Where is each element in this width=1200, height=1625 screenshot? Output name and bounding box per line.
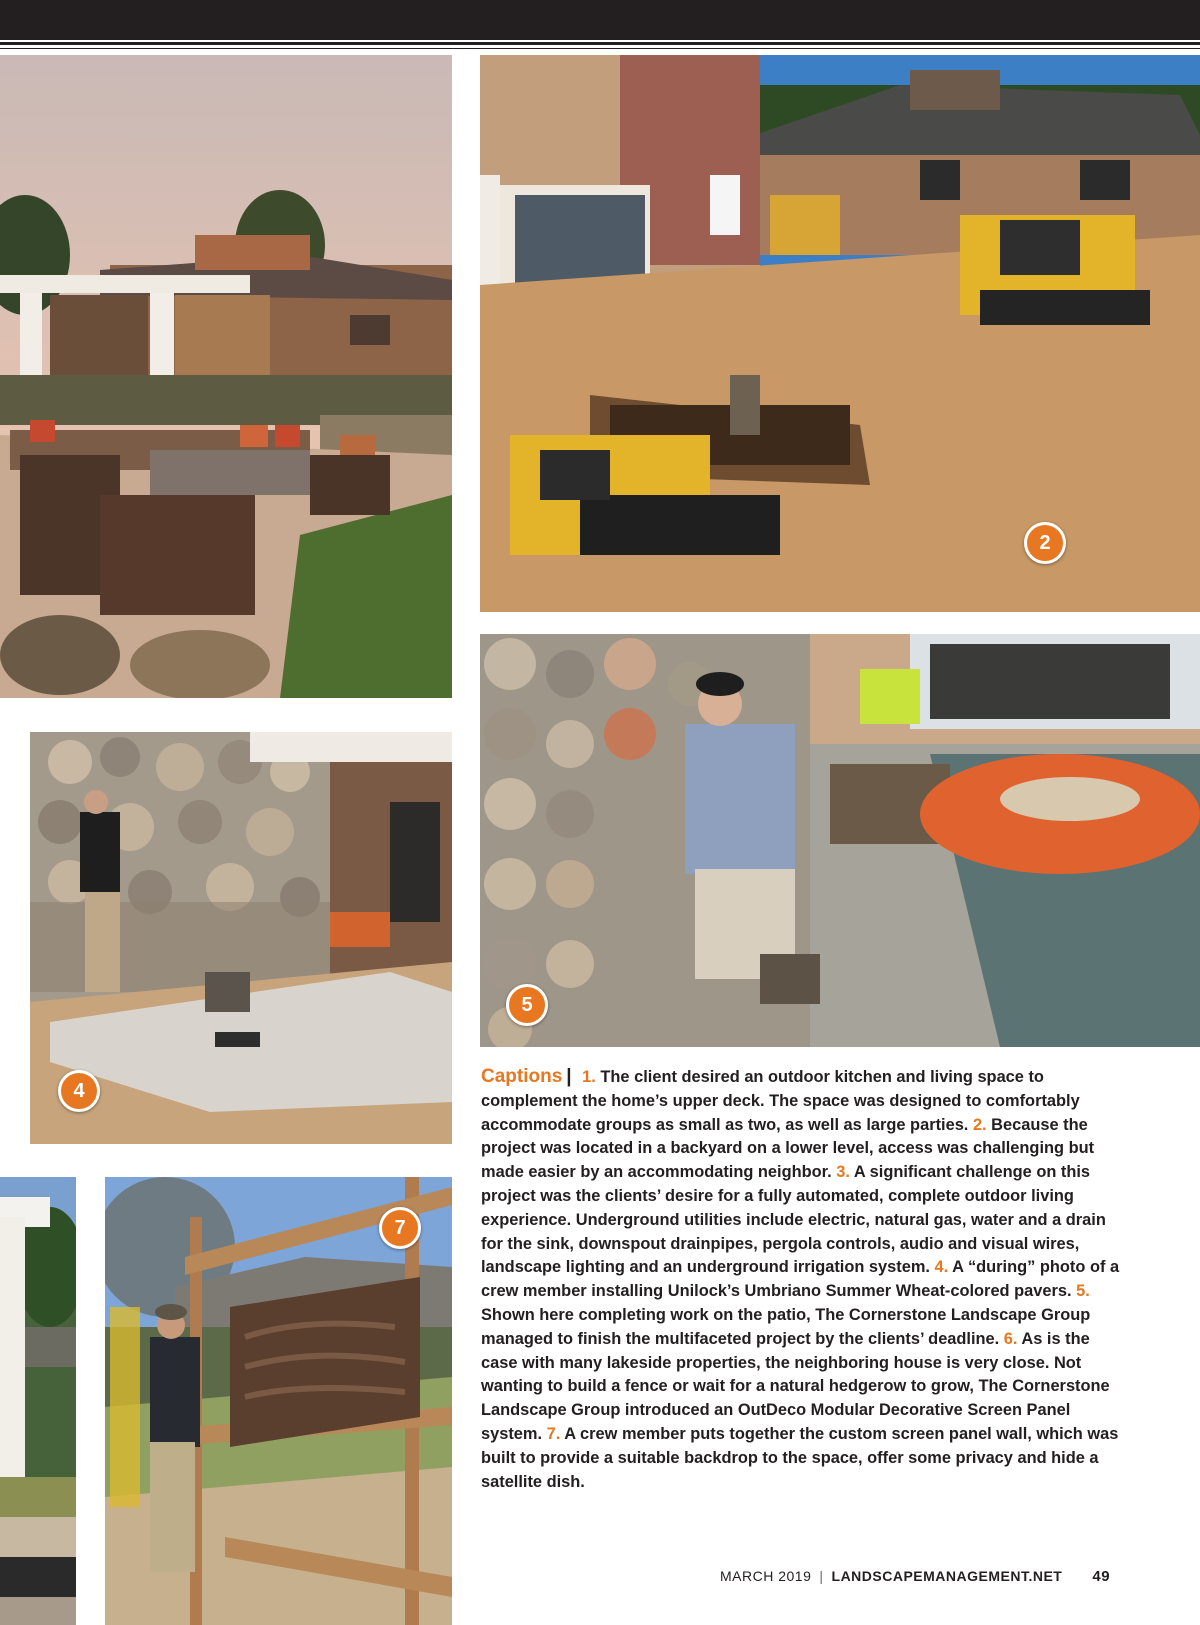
photo-pergola-column <box>0 1177 76 1625</box>
caption-4-text: A “during” photo of a crew member installing Unilock’s Umbriano Summer Wheat-colored pavers. <box>481 1258 1120 1301</box>
header-rule <box>0 42 1200 45</box>
badge-4: 4 <box>58 1070 100 1112</box>
badge-7: 7 <box>379 1207 421 1249</box>
captions-heading: Captions <box>481 1066 563 1087</box>
photo-excavation <box>480 55 1200 612</box>
header-rule-thin <box>0 48 1200 49</box>
photo-stone-wall-work <box>480 634 1200 1047</box>
footer-date: MARCH 2019 <box>720 1568 812 1584</box>
caption-7-number: 7. <box>546 1424 561 1443</box>
captions-block <box>481 1065 1121 1494</box>
caption-2-number: 2. <box>972 1115 987 1134</box>
caption-5-number: 5. <box>1076 1282 1090 1301</box>
badge-2: 2 <box>1024 522 1066 564</box>
caption-3-number: 3. <box>836 1163 850 1182</box>
photo-patio-living-space <box>0 55 452 698</box>
caption-7-text: A crew member puts together the custom screen panel wall, which was built to provide a suitable backdrop to the space, offer some privacy and hide a satellite dish. <box>481 1424 1119 1491</box>
caption-5-text: Shown here completing work on the patio, The Cornerstone Landscape Group managed to finish the multifaceted project by the clients’ deadline. <box>481 1305 1091 1348</box>
captions-divider: | <box>566 1066 572 1087</box>
caption-1-text: The client desired an outdoor kitchen and living space to complement the home’s upper deck. The space was designed to comfortably accommodate groups as small as two, as well as large parties. <box>481 1068 1080 1134</box>
header-bar <box>0 0 1200 40</box>
photo-paver-install <box>30 732 452 1144</box>
photo-screen-panel-wall <box>105 1177 452 1625</box>
footer-separator: | <box>819 1568 824 1584</box>
footer-site-link[interactable]: LANDSCAPEMANAGEMENT.NET <box>831 1568 1063 1584</box>
page-footer <box>720 1565 1130 1587</box>
caption-6-number: 6. <box>1003 1329 1018 1348</box>
caption-3-text: A significant challenge on this project was the clients’ desire for a fully automated, complete outdoor living experience. Underground utilities include electric, natural gas, water and a drain for the sink, downspout drainpipes, pergola controls, audio and visual wires, landscape lighting and an underground irrigation system. <box>481 1163 1106 1277</box>
caption-2-text: Because the project was located in a backyard on a lower level, access was challenging but made easier by an accommodating neighbor. <box>481 1115 1095 1182</box>
badge-5: 5 <box>506 984 548 1026</box>
caption-6-text: As is the case with many lakeside properties, the neighboring house is very close. Not wanting to build a fence or wait for a natural hedgerow to grow, The Cornerstone Landscape Group introduced an OutDeco Modular Decorative Screen Panel system. <box>481 1329 1110 1443</box>
page-number: 49 <box>1092 1567 1111 1585</box>
caption-4-number: 4. <box>934 1258 949 1277</box>
caption-1-number: 1. <box>582 1068 596 1086</box>
